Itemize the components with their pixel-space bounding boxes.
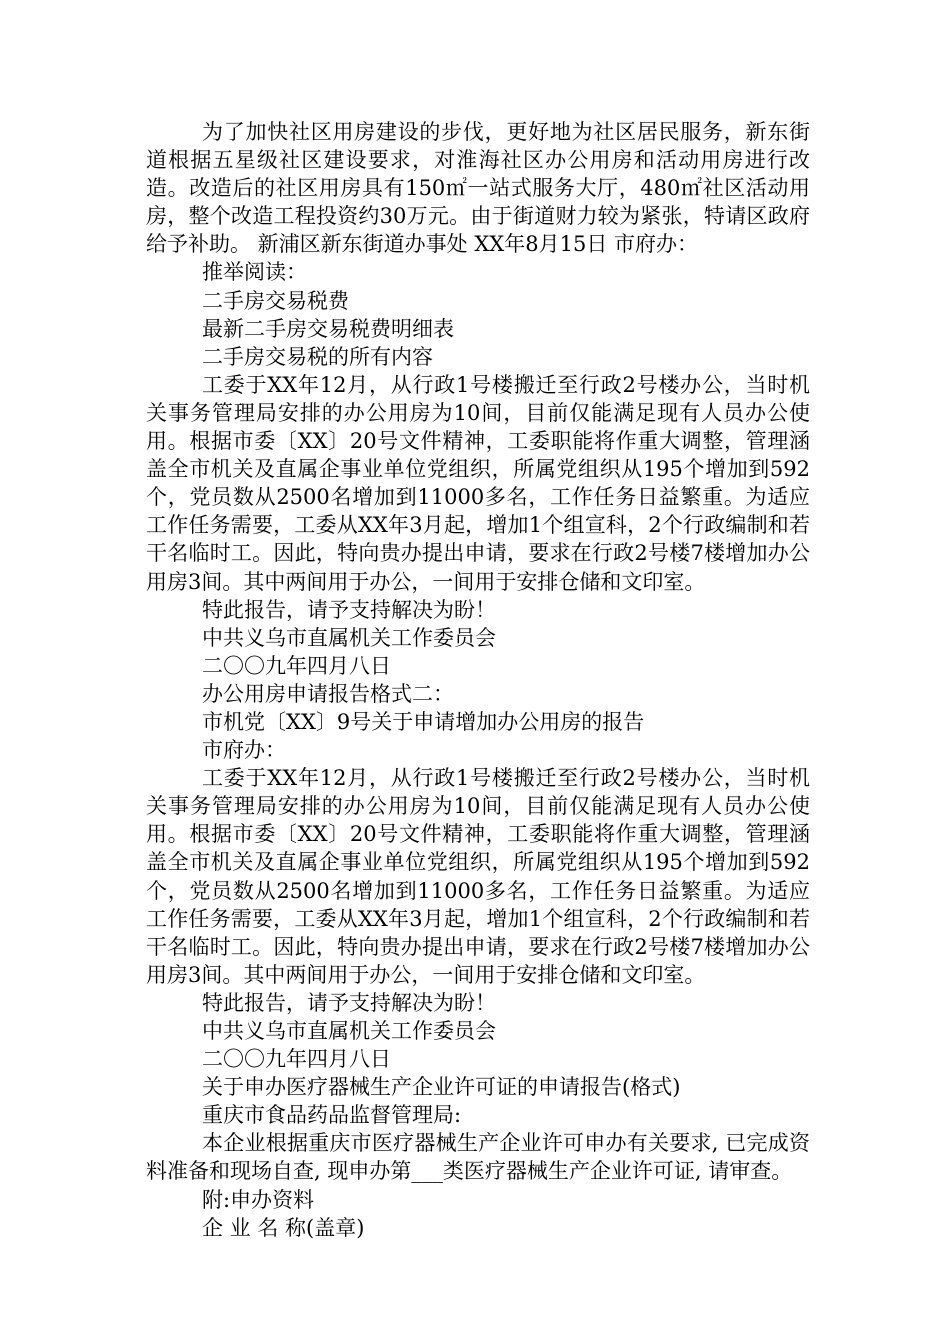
recommended-link-2: 最新二手房交易税费明细表: [202, 316, 454, 341]
format-two-heading: 办公用房申请报告格式二：: [202, 681, 454, 706]
report-title: 市机党〔XX〕9号关于申请增加办公用房的报告: [202, 709, 645, 734]
paragraph-medical-request: 本企业根据重庆市医疗器械生产企业许可申办有关要求, 已完成资料准备和现场自查, 现申办第___类医疗器械生产企业许可证, 请审查。: [146, 1131, 810, 1184]
closing-remark-2: 特此报告，请予支持解决为盼！: [202, 990, 496, 1015]
paragraph-community-housing: 为了加快社区用房建设的步伐，更好地为社区居民服务，新东街道根据五星级社区建设要求，对淮海社区办公用房和活动用房进行改造。改造后的社区用房具有150㎡一站式服务大厅，480㎡社区活动用房，整个改造工程投资约30万元。由于街道财力较为紧张，特请区政府给予补助。 新浦区新东街道办事处 XX年8月15日 市府办：: [146, 120, 810, 257]
medical-report-title: 关于申办医疗器械生产企业许可证的申请报告(格式): [202, 1075, 681, 1100]
recommended-link-3: 二手房交易税的所有内容: [202, 344, 433, 369]
recommended-link-1: 二手房交易税费: [202, 288, 349, 313]
signature-date-1: 二〇〇九年四月八日: [202, 653, 391, 678]
recommended-reading-heading: 推举阅读：: [202, 260, 307, 285]
medical-report-addressee: 重庆市食品药品监督管理局:: [202, 1103, 462, 1128]
document-page: [146, 118, 810, 1242]
report-addressee: 市府办：: [202, 738, 286, 763]
paragraph-office-request-1: 工委于XX年12月，从行政1号楼搬迁至行政2号楼办公，当时机关事务管理局安排的办公用房为10间，目前仅能满足现有人员办公使用。根据市委〔XX〕20号文件精神，工委职能将作重大调整，管理涵盖全市机关及直属企事业单位党组织，所属党组织从195个增加到592个，党员数从2500名增加到11000多名，工作任务日益繁重。为适应工作任务需要，工委从XX年3月起，增加1个组宣科，2个行政编制和若干名临时工。因此，特向贵办提出申请，要求在行政2号楼7楼增加办公用房3间。其中两间用于办公，一间用于安排仓储和文印室。: [146, 372, 810, 594]
company-name-stamp-line: 企 业 名 称(盖章): [202, 1215, 365, 1240]
signature-date-2: 二〇〇九年四月八日: [202, 1047, 391, 1072]
paragraph-office-request-2: 工委于XX年12月，从行政1号楼搬迁至行政2号楼办公，当时机关事务管理局安排的办公用房为10间，目前仅能满足现有人员办公使用。根据市委〔XX〕20号文件精神，工委职能将作重大调整，管理涵盖全市机关及直属企事业单位党组织，所属党组织从195个增加到592个，党员数从2500名增加到11000多名，工作任务日益繁重。为适应工作任务需要，工委从XX年3月起，增加1个组宣科，2个行政编制和若干名临时工。因此，特向贵办提出申请，要求在行政2号楼7楼增加办公用房3间。其中两间用于办公，一间用于安排仓储和文印室。: [146, 766, 810, 987]
closing-remark-1: 特此报告，请予支持解决为盼！: [202, 597, 496, 622]
signature-org-1: 中共义乌市直属机关工作委员会: [202, 625, 496, 650]
attachment-note: 附:申办资料: [202, 1187, 315, 1212]
signature-org-2: 中共义乌市直属机关工作委员会: [202, 1019, 496, 1043]
